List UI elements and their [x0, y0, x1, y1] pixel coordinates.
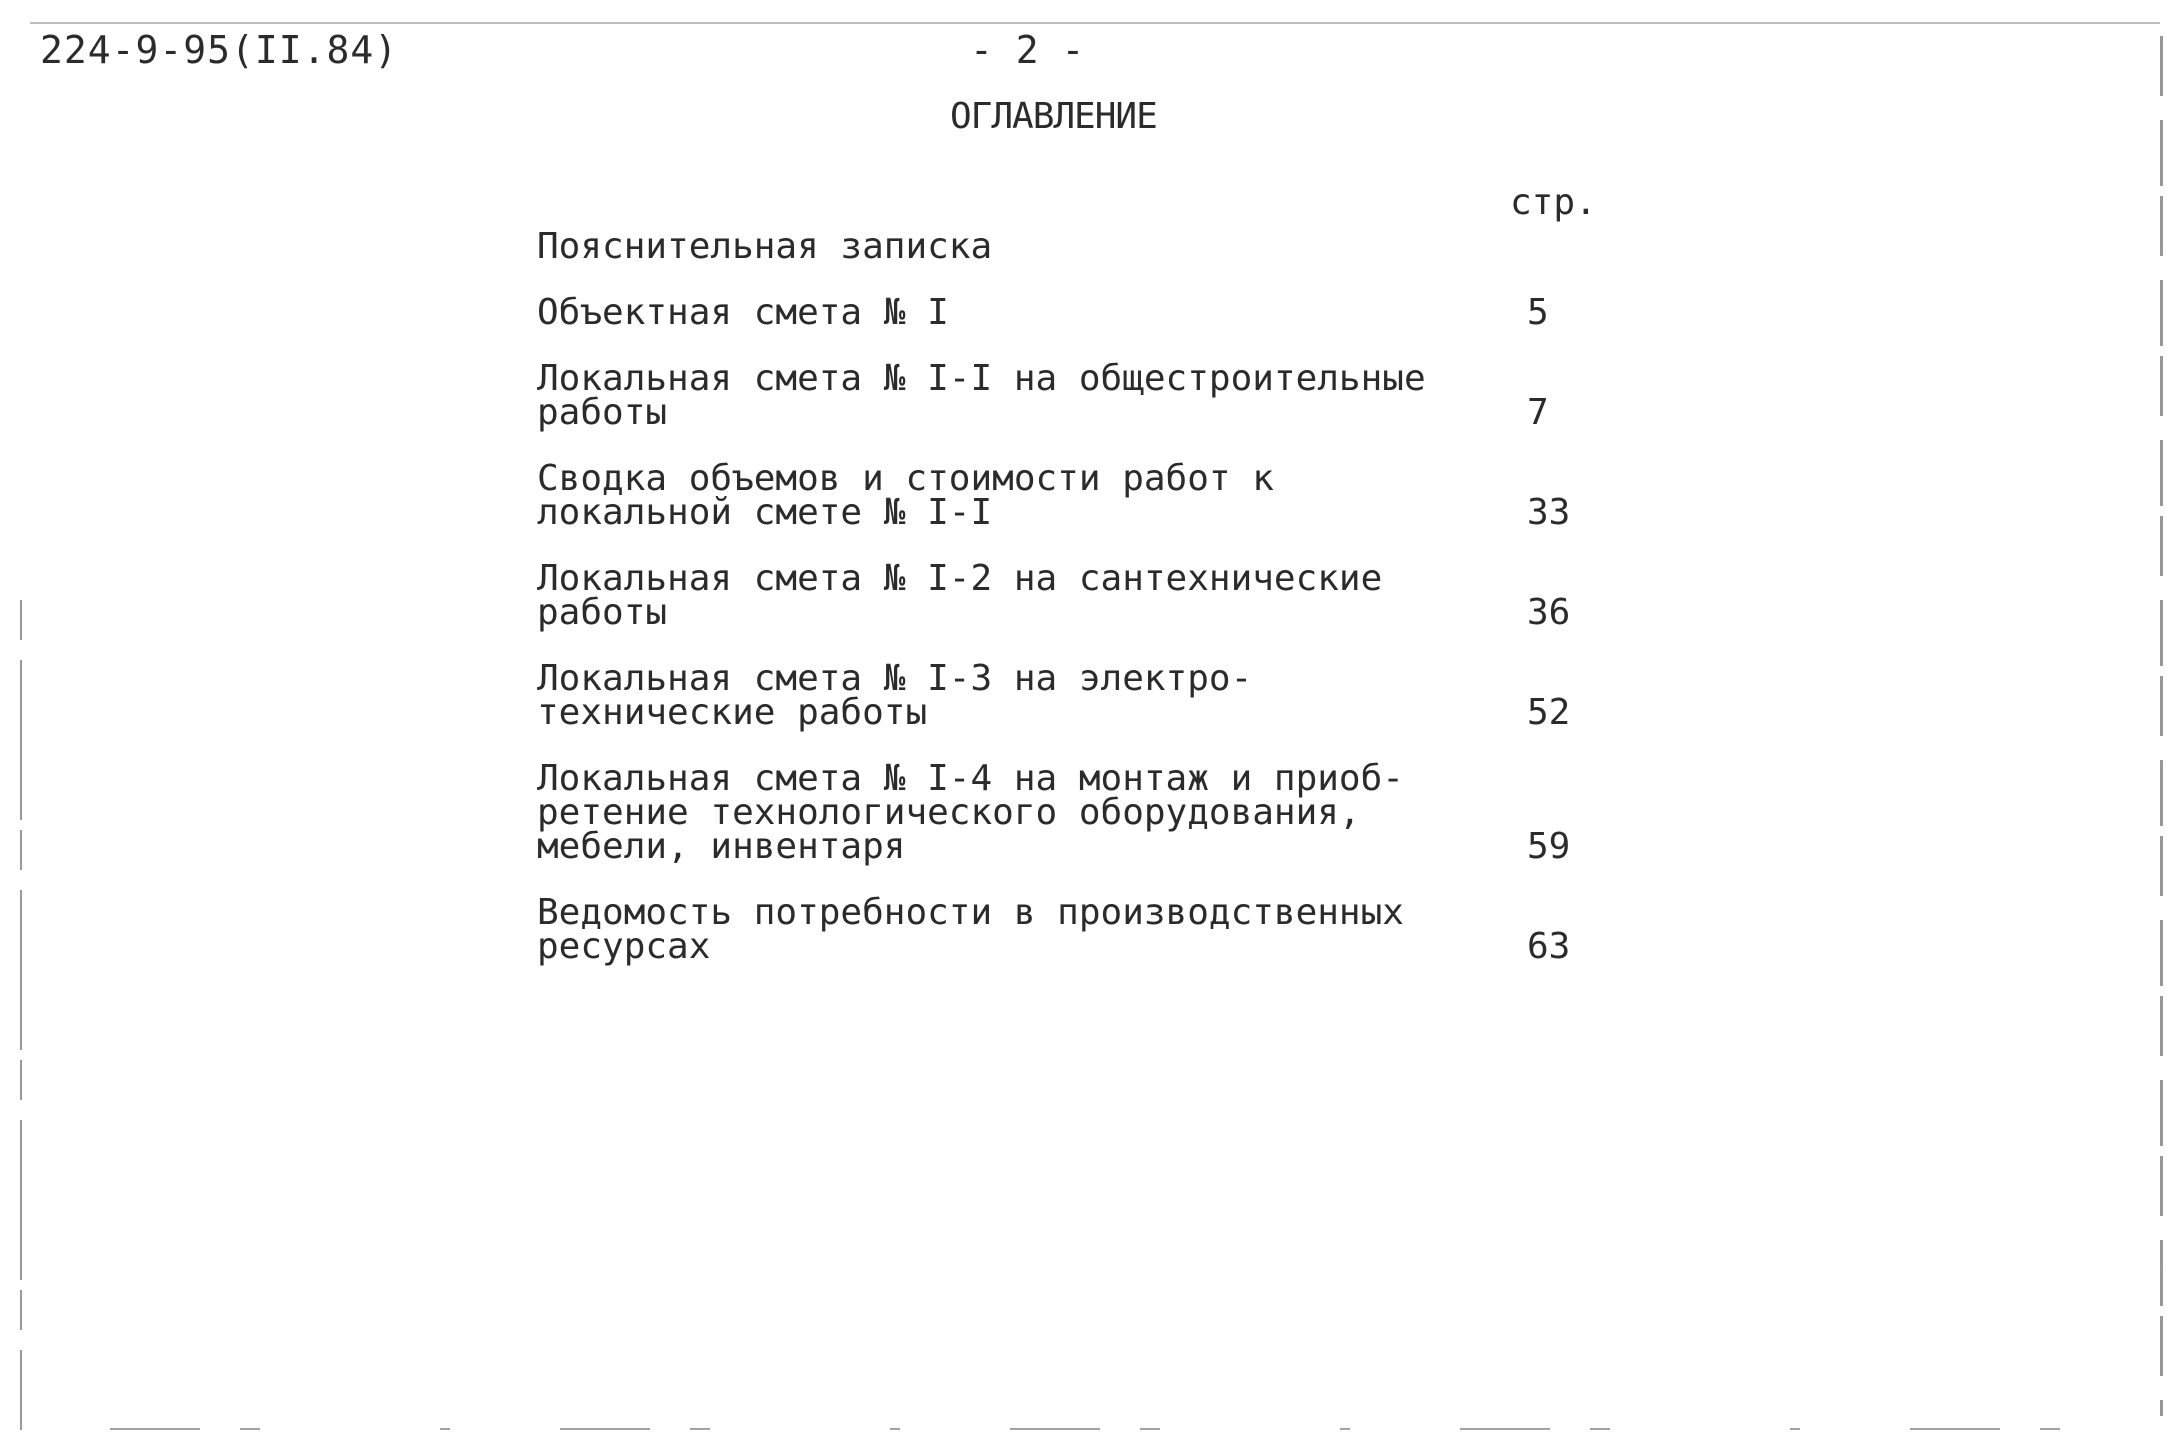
toc-entry-title: Пояснительная записка — [537, 226, 993, 267]
toc-entry — [537, 892, 1687, 967]
toc-entry — [537, 558, 1687, 633]
toc-entry-title: Сводка объемов и стоимости работ к локальной смете № I-I — [537, 458, 1274, 533]
page-column-header: стр. — [1510, 182, 1597, 223]
toc-entry — [537, 658, 1687, 733]
scan-frame-right — [2160, 36, 2163, 1416]
page-number: - 2 - — [970, 28, 1085, 72]
toc-entry — [537, 292, 1687, 333]
page-title: ОГЛАВЛЕНИЕ — [950, 96, 1157, 137]
toc-entry-title: Локальная смета № I-3 на электро- технические работы — [537, 658, 1253, 733]
toc-entry-title: Ведомость потребности в производственных ресурсах — [537, 892, 1404, 967]
toc-entry-page: 63 — [1527, 926, 1571, 967]
scan-frame-bottom — [110, 1428, 2060, 1430]
toc-entry — [537, 358, 1687, 433]
toc-entry-page: 52 — [1527, 692, 1571, 733]
table-of-contents — [537, 226, 1687, 967]
toc-entry-page: 59 — [1527, 826, 1571, 867]
toc-entry-title: Объектная смета № I — [537, 292, 949, 333]
toc-entry-title: Локальная смета № I-I на общестроительные работы — [537, 358, 1426, 433]
toc-entry-page: 33 — [1527, 492, 1571, 533]
toc-entry — [537, 458, 1687, 533]
scan-frame-left — [20, 600, 22, 1430]
toc-entry — [537, 226, 1687, 267]
toc-entry-title: Локальная смета № I-4 на монтаж и приоб- ретение технологического оборудования, мебели, инвентаря — [537, 758, 1404, 867]
toc-entry-page: 36 — [1527, 592, 1571, 633]
toc-entry-title: Локальная смета № I-2 на сантехнические работы — [537, 558, 1383, 633]
scan-frame-top — [30, 22, 2160, 24]
toc-entry-page: 7 — [1527, 392, 1549, 433]
document-code: 224-9-95(II.84) — [40, 28, 399, 72]
toc-entry — [537, 758, 1687, 867]
toc-entry-page: 5 — [1527, 292, 1549, 333]
